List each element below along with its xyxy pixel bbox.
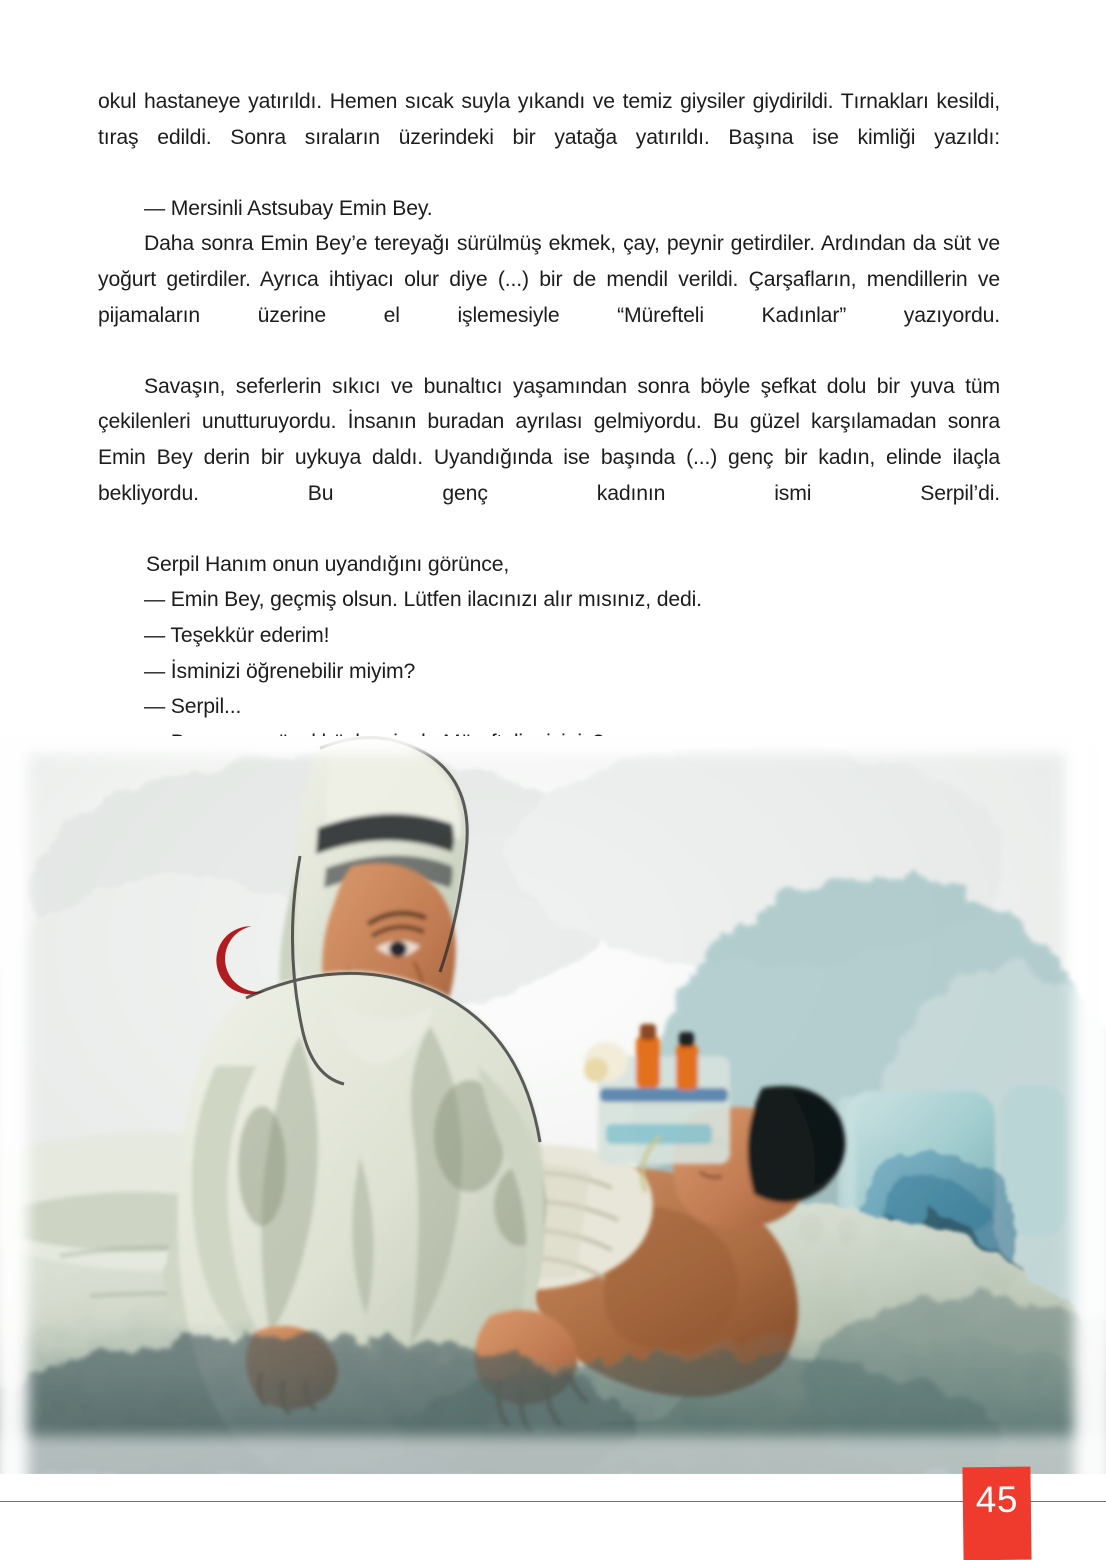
- dialogue-line-3: — İsminizi öğrenebilir miyim?: [144, 659, 416, 683]
- watercolor-illustration-svg: [0, 736, 1106, 1496]
- paragraph-1: okul hastaneye yatırıldı. Hemen sıcak suyla yıkandı ve temiz giysiler giydirildi. Tırnakları kesildi, tıraş edildi. Sonra sıraların üzerindeki bir yatağa yatırıldı. Başına ise kimliği yazıldı:: [98, 90, 1000, 149]
- dialogue-line-0: Serpil Hanım onun uyandığını görünce,: [146, 552, 510, 576]
- paragraph-3: Savaşın, seferlerin sıkıcı ve bunaltıcı yaşamından sonra böyle şefkat dolu bir yuva tüm çekilenleri unutturuyordu. İnsanın buradan ayrılası gelmiyordu. Bu güzel karşılamadan sonra Emin Bey derin bir uykuya daldı. Uyandığında ise başında (...) genç bir kadın, elinde ilaçla bekliyordu. Bu genç kadının ismi Serpil’di.: [98, 374, 1000, 505]
- paragraph-2: Daha sonra Emin Bey’e tereyağı sürülmüş ekmek, çay, peynir getirdiler. Ardından da süt ve yoğurt getirdiler. Ayrıca ihtiyacı olur diye (...) bir de mendil verildi. Çarşafların, mendillerin ve pijamaların üzerine el işlemesiyle “Mürefteli Kadınlar” yazıyordu.: [98, 232, 1000, 327]
- bottom-fade: [0, 1436, 1106, 1496]
- page-number-badge: [962, 1467, 1031, 1560]
- dialogue-line-2: — Teşekkür ederim!: [144, 623, 330, 647]
- hospital-scene-illustration: [0, 736, 1106, 1496]
- page-number: 45: [975, 1478, 1019, 1521]
- dialogue-line-1: — Emin Bey, geçmiş olsun. Lütfen ilacınızı alır mısınız, dedi.: [144, 588, 702, 612]
- identity-line: — Mersinli Astsubay Emin Bey.: [144, 196, 433, 220]
- medicine-jar: [584, 1042, 628, 1082]
- dialogue-line-4: — Serpil...: [144, 695, 242, 719]
- footer-rule: [0, 1501, 1106, 1502]
